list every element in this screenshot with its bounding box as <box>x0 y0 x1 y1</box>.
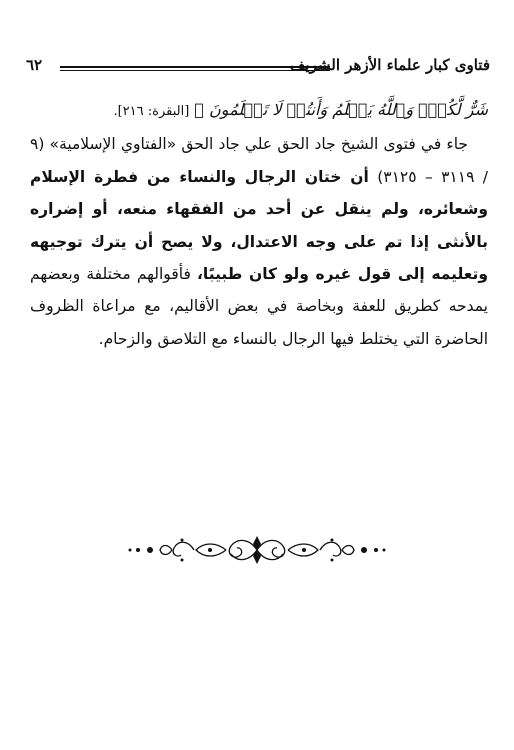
verse-reference: [البقرة: ٢١٦]. <box>113 104 190 119</box>
fatwa-paragraph <box>30 128 488 355</box>
running-title: فتاوى كبار علماء الأزهر الشريف <box>289 56 490 74</box>
header-rule <box>60 66 330 71</box>
quran-verse <box>30 94 488 128</box>
page-number: ٦٢ <box>26 56 43 74</box>
page-header <box>22 54 490 88</box>
page-body <box>30 94 488 355</box>
paragraph-intro: جاء في فتوى الشيخ جاد الحق علي جاد الحق «الفتاوي الإسلامية» (٩ / ٣١١٩ – ٣١٢٥) <box>30 135 489 186</box>
decorative-divider-icon <box>126 530 388 570</box>
paragraph-rest: فأقوالهم مختلفة وبعضهم يمدحه كطريق للعفة وبخاصة في بعض الأقاليم، مع مراعاة الظروف الحاضرة التي يختلط فيها الرجال بالنساء مع التلاصق والزحام. <box>30 265 488 348</box>
verse-text: شَرٌّ لَّكُمْۚ وَٱللَّهُ يَعۡلَمُ وَأَنتُمۡ لَا تَعۡلَمُونَ ﴾ <box>194 100 488 119</box>
paragraph-emphasis: أن ختان الرجال والنساء من فطرة الإسلام وشعائره، ولم ينقل عن أحد من الفقهاء منعه، أو إضراره بالأنثى إذا تم على وجه الاعتدال، ولا يصح أن يترك توجيهه وتعليمه إلى قول غيره ولو كان طبيبًا، <box>30 167 488 284</box>
